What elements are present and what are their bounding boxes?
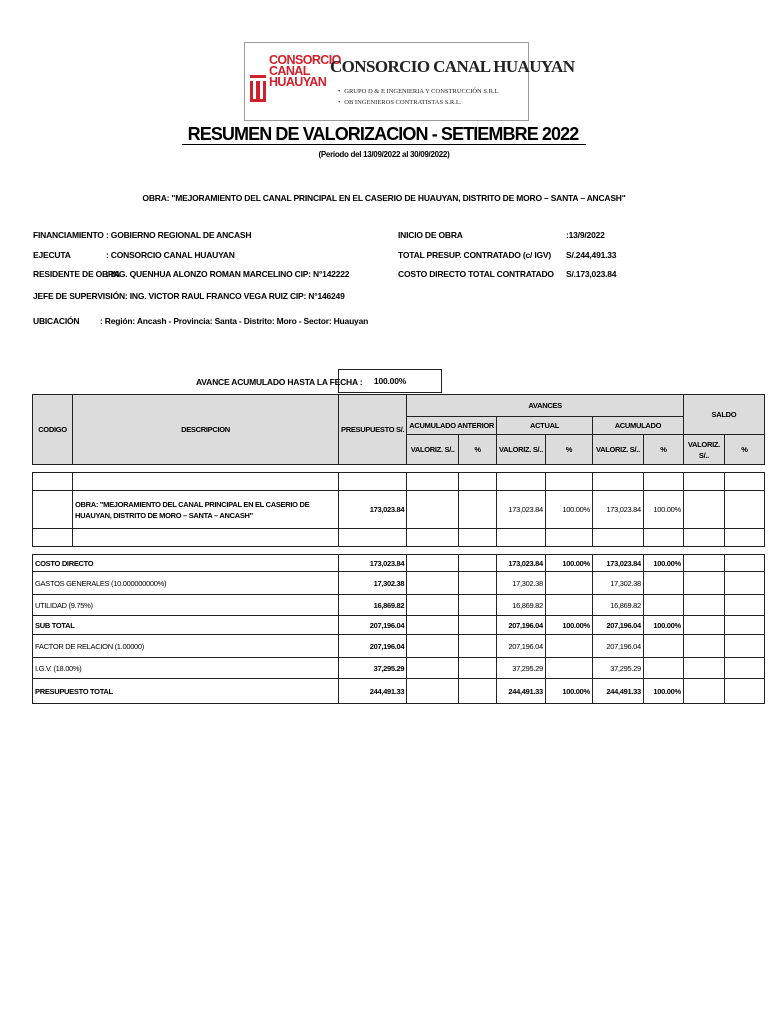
ejecuta-value: : CONSORCIO CANAL HUAUYAN <box>106 250 235 260</box>
summary-row <box>33 572 765 595</box>
summary-row-label: GASTOS GENERALES (10.000000000%) <box>33 572 339 595</box>
summary-cell-act-p: 100.00% <box>545 616 592 635</box>
summary-row-label: FACTOR DE RELACION (1.00000) <box>33 635 339 658</box>
obra-row-acum-valoriz: 173,023.84 <box>592 491 643 529</box>
summary-cell-presupuesto: 207,196.04 <box>339 616 407 635</box>
summary-cell-presupuesto: 17,302.38 <box>339 572 407 595</box>
summary-cell-act-v: 244,491.33 <box>497 679 546 704</box>
summary-cell-saldo <box>724 679 764 704</box>
summary-cell-ant-v <box>407 555 459 572</box>
summary-cell-act-p: 100.00% <box>545 555 592 572</box>
logo-brand-line: CANAL <box>269 64 310 78</box>
summary-cell-act-v: 16,869.82 <box>497 595 546 616</box>
table-row <box>33 529 765 547</box>
obra-row-actual-valoriz: 173,023.84 <box>497 491 546 529</box>
residente-value: : ING. QUENHUA ALONZO ROMAN MARCELINO CIP: N°142222 <box>106 269 350 279</box>
table-row <box>33 473 765 491</box>
obra-row-actual-pct: 100.00% <box>545 491 592 529</box>
summary-cell-acu-p: 100.00% <box>643 679 683 704</box>
logo-title: CONSORCIO CANAL HUAUYAN <box>330 57 575 76</box>
ejecuta-label: EJECUTA <box>33 250 71 260</box>
header-valoriz: VALORIZ. S/.. <box>592 435 643 465</box>
summary-cell-ant-p <box>458 679 496 704</box>
summary-row-label: COSTO DIRECTO <box>33 555 339 572</box>
summary-cell-saldo <box>683 635 724 658</box>
summary-row-label: SUB TOTAL <box>33 616 339 635</box>
ubicacion-value: : Región: Ancash - Provincia: Santa - Distrito: Moro - Sector: Huauyan <box>100 316 369 326</box>
summary-cell-act-v: 207,196.04 <box>497 635 546 658</box>
costo-directo-label: COSTO DIRECTO TOTAL CONTRATADO <box>398 269 554 279</box>
summary-cell-act-p <box>545 595 592 616</box>
summary-cell-presupuesto: 37,295.29 <box>339 658 407 679</box>
summary-cell-acu-p <box>643 635 683 658</box>
summary-cell-ant-p <box>458 555 496 572</box>
summary-cell-saldo <box>683 595 724 616</box>
summary-cell-ant-v <box>407 658 459 679</box>
header-presupuesto: PRESUPUESTO S/. <box>339 395 407 465</box>
summary-cell-ant-p <box>458 658 496 679</box>
summary-cell-act-p <box>545 635 592 658</box>
logo-member-1: • GRUPO D & E INGENIERIA Y CONSTRUCCIÓN S.R.L <box>338 88 499 95</box>
spacer-row <box>33 547 765 555</box>
jefe-supervision: JEFE DE SUPERVISIÓN: ING. VICTOR RAUL FRANCO VEGA RUIZ CIP: N°146249 <box>33 291 345 301</box>
document-title: RESUMEN DE VALORIZACION - SETIEMBRE 2022 <box>0 124 768 145</box>
header-row <box>33 395 765 417</box>
summary-cell-saldo <box>724 616 764 635</box>
inicio-label: INICIO DE OBRA <box>398 230 463 240</box>
total-presup-label: TOTAL PRESUP. CONTRATADO (c/ IGV) <box>398 250 552 260</box>
header-valoriz: VALORIZ. S/.. <box>407 435 459 465</box>
header-saldo-pct: % <box>724 435 764 465</box>
logo-member-2: • OB INGENIEROS CONTRATISTAS S.R.L. <box>338 99 462 106</box>
summary-row <box>33 555 765 572</box>
summary-cell-act-p <box>545 572 592 595</box>
header-actual: ACTUAL <box>497 417 593 435</box>
summary-cell-saldo <box>724 595 764 616</box>
residente-label: RESIDENTE DE OBRA <box>33 269 120 279</box>
summary-cell-presupuesto: 207,196.04 <box>339 635 407 658</box>
summary-row-label: PRESUPUESTO TOTAL <box>33 679 339 704</box>
summary-cell-saldo <box>683 679 724 704</box>
header-saldo-valoriz: VALORIZ. S/.. <box>683 435 724 465</box>
header-pct: % <box>545 435 592 465</box>
logo-brand-line: HUAUYAN <box>269 75 327 89</box>
summary-cell-act-v: 207,196.04 <box>497 616 546 635</box>
ubicacion-label: UBICACIÓN <box>33 316 80 326</box>
summary-cell-ant-v <box>407 595 459 616</box>
obra-row-description: OBRA: "MEJORAMIENTO DEL CANAL PRINCIPAL EN EL CASERIO DE HUAUYAN, DISTRITO DE MORO – SANTA – ANCASH" <box>73 491 339 529</box>
summary-cell-acu-p: 100.00% <box>643 555 683 572</box>
summary-cell-acu-v: 17,302.38 <box>592 572 643 595</box>
summary-cell-acu-v: 244,491.33 <box>592 679 643 704</box>
summary-row <box>33 658 765 679</box>
total-presup-value: S/.244,491.33 <box>566 250 617 260</box>
obra-row <box>33 491 765 529</box>
summary-cell-acu-v: 16,869.82 <box>592 595 643 616</box>
summary-cell-act-v: 17,302.38 <box>497 572 546 595</box>
header-avances: AVANCES <box>407 395 684 417</box>
header-pct: % <box>643 435 683 465</box>
summary-cell-ant-p <box>458 572 496 595</box>
summary-cell-acu-v: 207,196.04 <box>592 616 643 635</box>
summary-cell-ant-v <box>407 635 459 658</box>
summary-cell-presupuesto: 16,869.82 <box>339 595 407 616</box>
summary-cell-acu-v: 207,196.04 <box>592 635 643 658</box>
avance-value-box: 100.00% <box>338 369 442 393</box>
summary-cell-ant-p <box>458 616 496 635</box>
costo-directo-value: S/.173,023.84 <box>566 269 617 279</box>
obra-description: OBRA: "MEJORAMIENTO DEL CANAL PRINCIPAL EN EL CASERIO DE HUAUYAN, DISTRITO DE MORO – SANTA – ANCASH" <box>142 193 626 203</box>
summary-cell-saldo <box>683 616 724 635</box>
summary-cell-saldo <box>683 555 724 572</box>
summary-row <box>33 616 765 635</box>
spacer-row <box>33 465 765 473</box>
summary-row <box>33 595 765 616</box>
document-period: (Periodo del 13/09/2022 al 30/09/2022) <box>318 150 450 159</box>
summary-cell-ant-v <box>407 616 459 635</box>
summary-cell-saldo <box>724 572 764 595</box>
summary-cell-acu-p <box>643 572 683 595</box>
summary-cell-acu-v: 173,023.84 <box>592 555 643 572</box>
summary-cell-act-p <box>545 658 592 679</box>
summary-row-label: UTILIDAD (9.75%) <box>33 595 339 616</box>
financiamiento-label: FINANCIAMIENTO <box>33 230 104 240</box>
summary-row-label: I.G.V. (18.00%) <box>33 658 339 679</box>
logo-brand-line: CONSORCIO <box>269 53 341 67</box>
summary-cell-act-v: 37,295.29 <box>497 658 546 679</box>
summary-cell-saldo <box>724 555 764 572</box>
header-descripcion: DESCRIPCION <box>73 395 339 465</box>
summary-row <box>33 635 765 658</box>
summary-cell-ant-v <box>407 572 459 595</box>
summary-cell-acu-p: 100.00% <box>643 616 683 635</box>
header-acumulado: ACUMULADO <box>592 417 683 435</box>
header-saldo: SALDO <box>683 395 764 435</box>
summary-cell-ant-v <box>407 679 459 704</box>
valorizacion-table <box>32 394 765 704</box>
obra-row-presupuesto: 173,023.84 <box>339 491 407 529</box>
summary-cell-act-p: 100.00% <box>545 679 592 704</box>
header-valoriz: VALORIZ. S/.. <box>497 435 546 465</box>
header-codigo: CODIGO <box>33 395 73 465</box>
obra-row-acum-pct: 100.00% <box>643 491 683 529</box>
header-pct: % <box>458 435 496 465</box>
summary-cell-saldo <box>724 635 764 658</box>
summary-row <box>33 679 765 704</box>
header-acum-anterior: ACUMULADO ANTERIOR <box>407 417 497 435</box>
consorcio-logo-mark-icon <box>249 55 267 105</box>
summary-cell-act-v: 173,023.84 <box>497 555 546 572</box>
summary-cell-saldo <box>683 572 724 595</box>
summary-cell-acu-p <box>643 658 683 679</box>
financiamiento-value: : GOBIERNO REGIONAL DE ANCASH <box>106 230 252 240</box>
summary-cell-acu-v: 37,295.29 <box>592 658 643 679</box>
summary-cell-ant-p <box>458 595 496 616</box>
summary-cell-saldo <box>724 658 764 679</box>
summary-cell-presupuesto: 173,023.84 <box>339 555 407 572</box>
company-logo-box <box>244 42 575 121</box>
summary-cell-ant-p <box>458 635 496 658</box>
summary-cell-acu-p <box>643 595 683 616</box>
summary-cell-presupuesto: 244,491.33 <box>339 679 407 704</box>
avance-label: AVANCE ACUMULADO HASTA LA FECHA : <box>196 377 363 387</box>
summary-cell-saldo <box>683 658 724 679</box>
inicio-value: :13/9/2022 <box>566 230 605 240</box>
